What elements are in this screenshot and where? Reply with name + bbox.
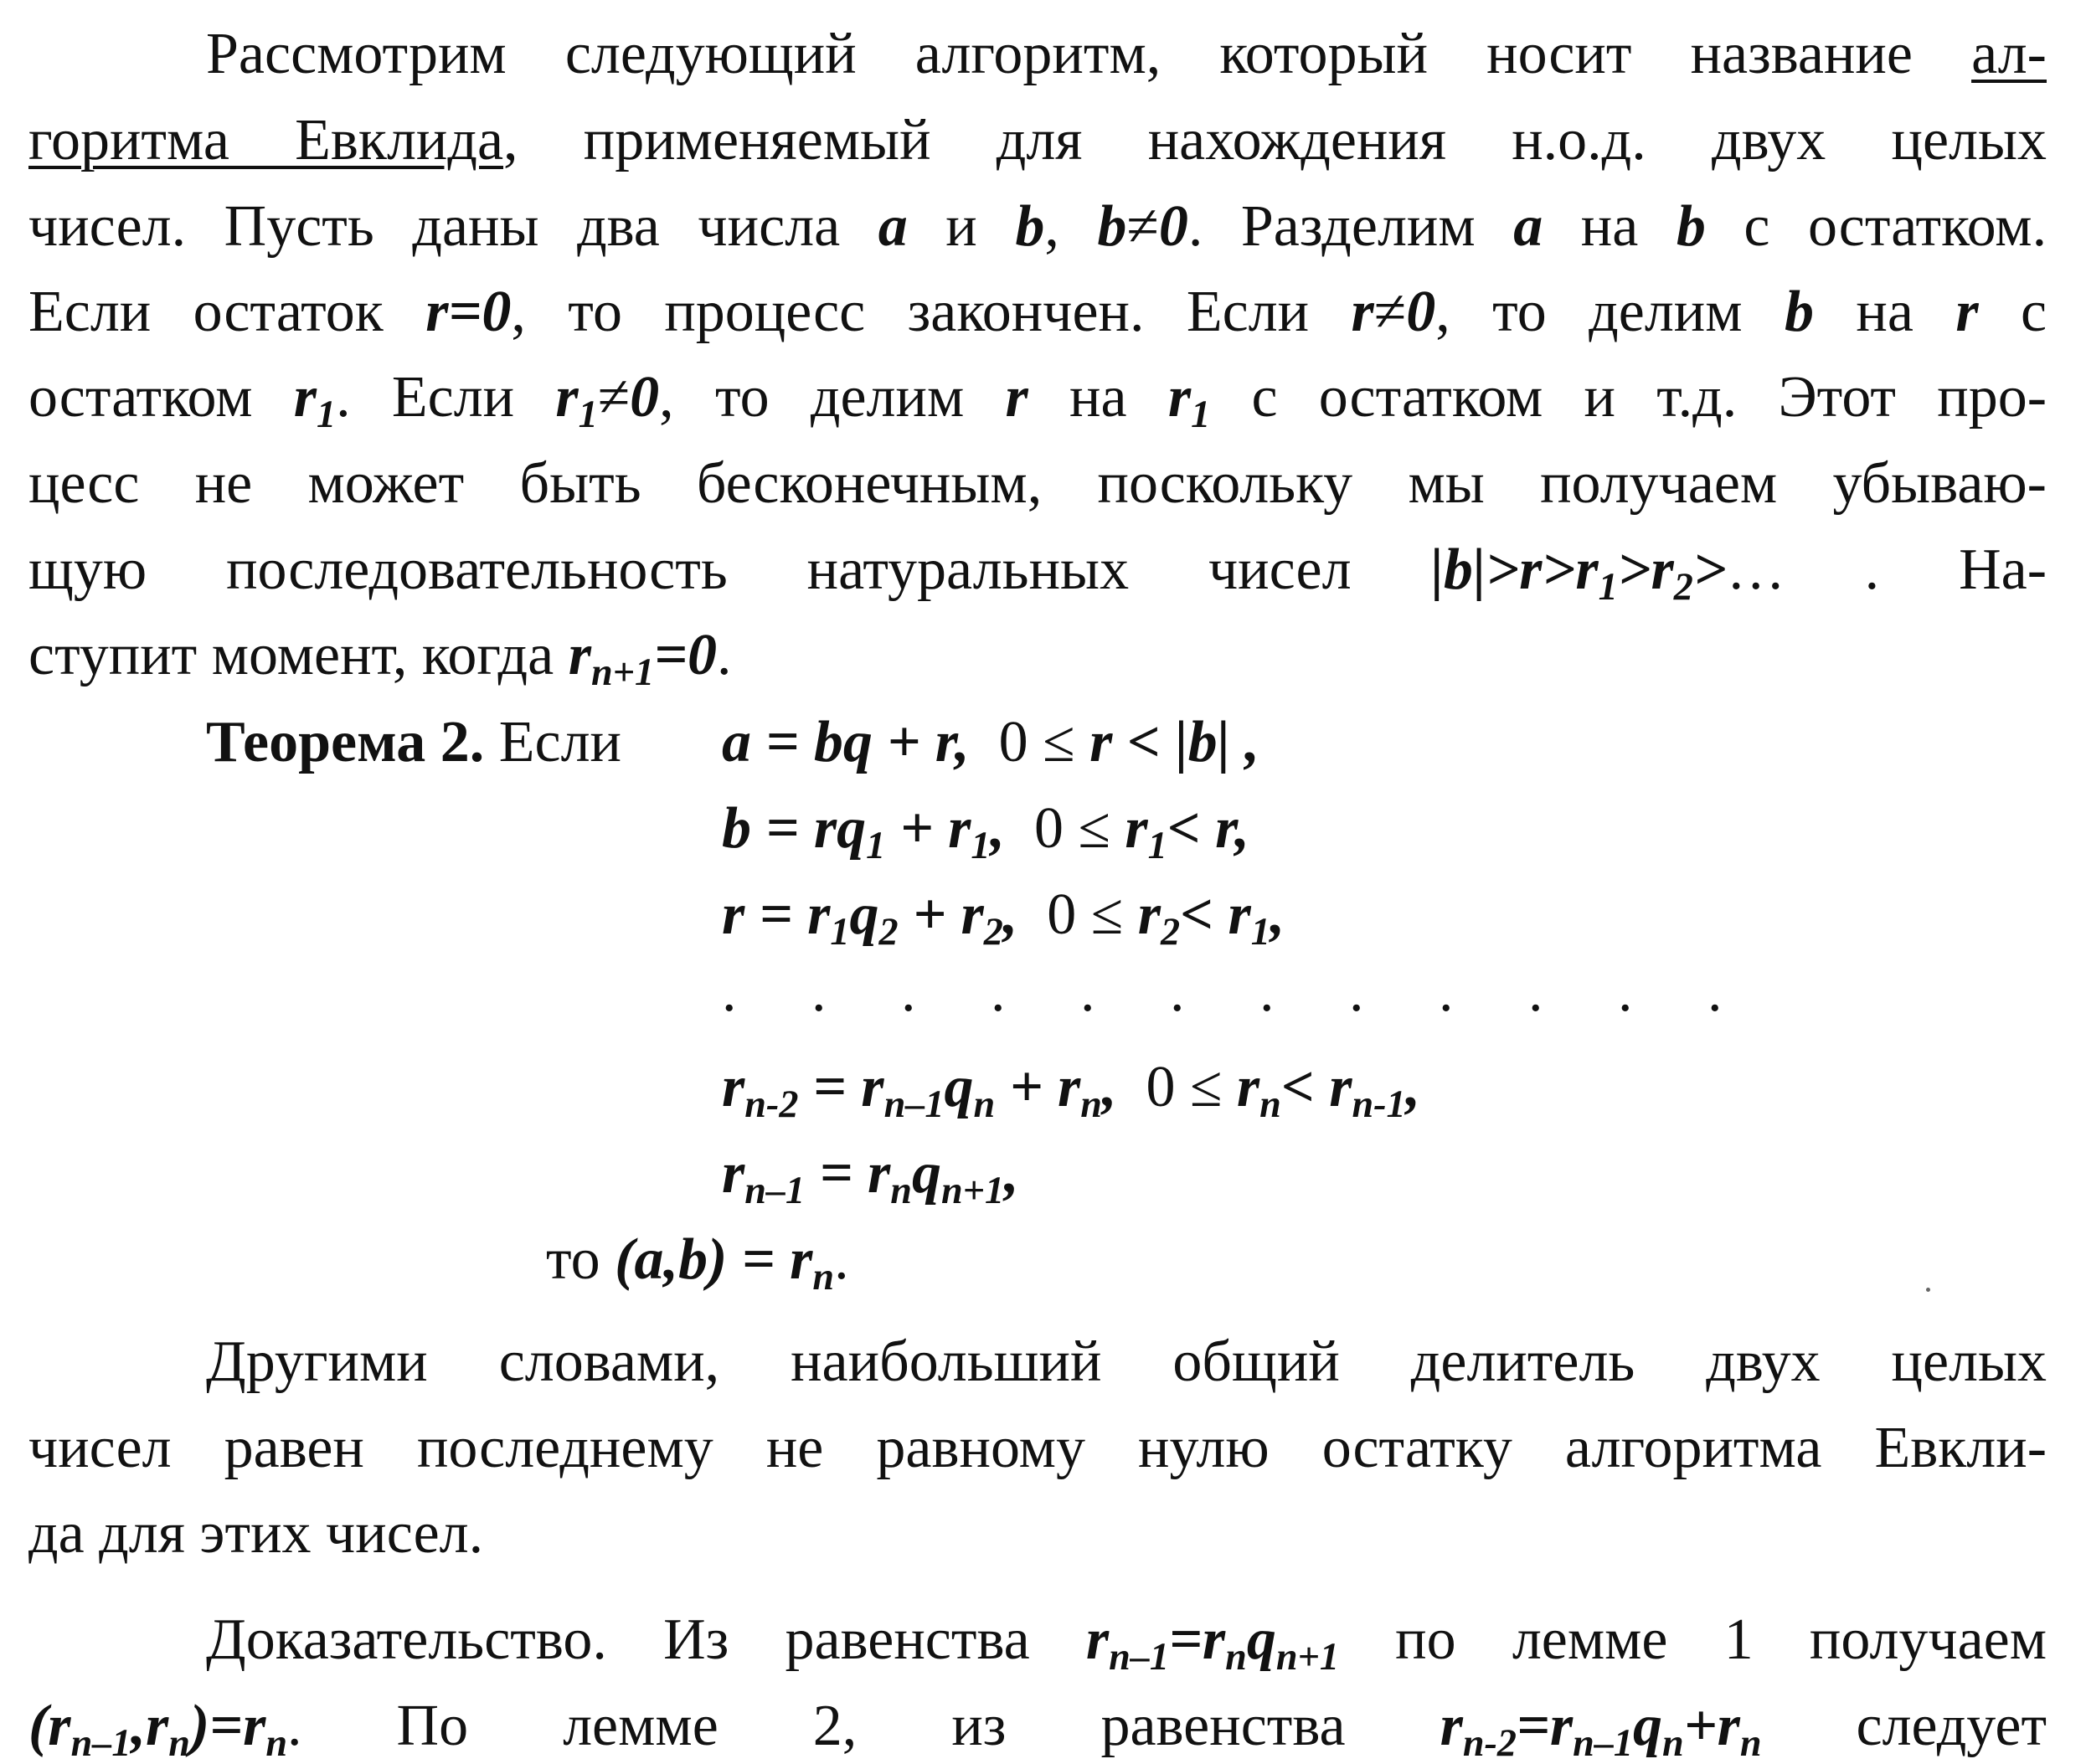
text-line: чисел. Пусть даны два числа a и b, b≠0. Разделим a на b с остатком. [28,194,2047,259]
text-line: Другими словами, наибольший общий делитель двух целых [206,1329,2047,1394]
text-line: Рассмотрим следующий алгоритм, который носит название ал- [206,22,2047,86]
text-line: чисел равен последнему не равному нулю остатку алгоритма Евкли- [28,1416,2047,1480]
text-line: горитма Евклида, применяемый для нахождения н.о.д. двух целых [28,108,2047,172]
text-line: $(r_{n-1},r_n)=r_n$. По лемме 2, из равенства $r_{n-2}=r_{n-1}q_n+r_n$ следует [28,1694,2047,1764]
text-line: щую последовательность натуральных чисел $|b|>r>r_1>r_2>\dots$ . На- [28,537,2047,608]
equation: $b = rq_1 + r_1$, $0 \le r_1< r$, [722,796,1250,867]
underlined-term: горитма Евклида [28,108,504,172]
underlined-term: ал- [1971,22,2047,86]
equation: $r_{n-1} = r_nq_{n+1}$, [722,1141,1019,1211]
text-line: цесс не может быть бесконечным, поскольку мы получаем убываю- [28,451,2047,516]
equation: $r_{n-2} = r_{n-1}q_n + r_n$, $0 \le r_n< r_{n-1}$, [722,1055,1421,1125]
text-line: остатком $r_1$. Если $r_1\ne 0$, то делим r на $r_1$ с остатком и т.д. Этот про- [28,365,2047,435]
text-line: Если остаток r=0, то процесс закончен. Если r≠0, то делим b на r с [28,280,2047,344]
text-line: да для этих чисел. [28,1501,484,1566]
text-line: ступит момент, когда $r_{n+1}=0$. [28,623,732,693]
equation-ellipsis: . . . . . . . . . . . . [722,959,1753,1024]
text-line: Доказательство. Из равенства $r_{n-1}=r_nq_{n+1}$ по лемме 1 получаем [206,1607,2047,1678]
scan-speck [1926,1288,1930,1292]
equation: то $(a,b) = r_n$. [546,1227,849,1298]
equation: $r = r_1q_2 + r_2$, $0 \le r_2< r_1$, [722,882,1285,953]
equation: a = bq + r, 0 ≤ r < |b| , [722,710,1260,774]
theorem-heading: Теорема 2. Если [206,710,622,774]
